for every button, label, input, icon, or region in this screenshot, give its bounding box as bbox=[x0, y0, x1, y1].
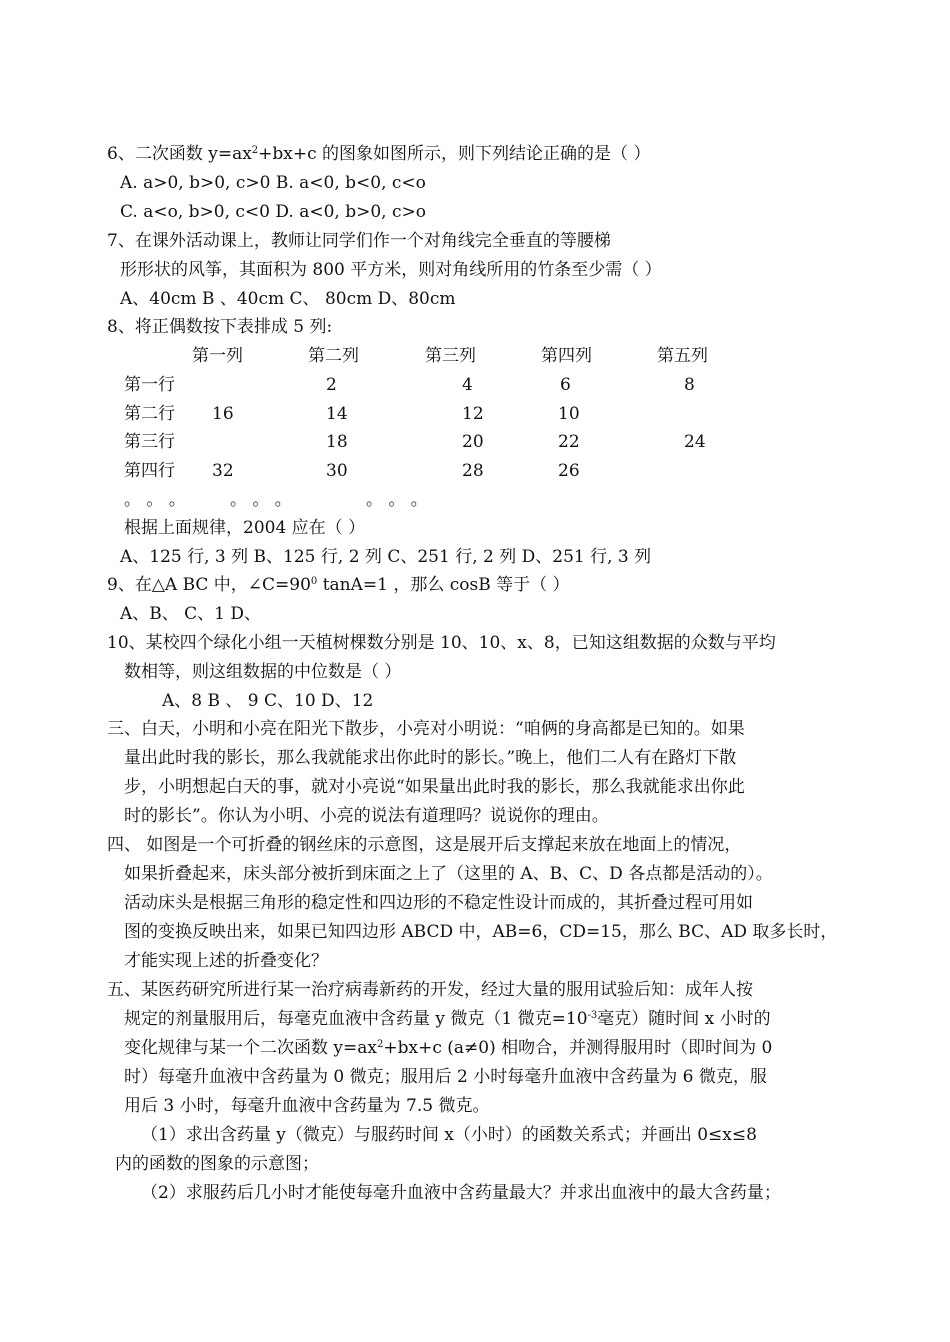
q7-stem-line1: 7、在课外活动课上，教师让同学们作一个对角线完全垂直的等腰梯 bbox=[107, 231, 611, 251]
q8-table-cell: 30 bbox=[326, 461, 348, 481]
q8-row-label: 第四行 bbox=[124, 461, 175, 481]
q8-table-cell: 8 bbox=[684, 375, 695, 395]
q8-table-cell: 26 bbox=[558, 461, 580, 481]
q8-table-cell: 20 bbox=[462, 432, 484, 452]
q8-table-cell: 10 bbox=[558, 404, 580, 424]
s4-line3: 活动床头是根据三角形的稳定性和四边形的不稳定性设计而成的，其折叠过程可用如 bbox=[124, 893, 753, 913]
s3-line4: 时的影长”。你认为小明、小亮的说法有道理吗？说说你的理由。 bbox=[124, 806, 609, 826]
q8-table-cell: 24 bbox=[684, 432, 706, 452]
s4-line1: 四、 如图是一个可折叠的钢丝床的示意图，这是展开后支撑起来放在地面上的情况， bbox=[107, 835, 742, 855]
q8-table-cell: 14 bbox=[326, 404, 348, 424]
q9-options: A、B、 C、1 D、 bbox=[120, 604, 262, 624]
q8-ellipsis: 。 。 。 bbox=[230, 490, 292, 510]
s5-line2: 规定的剂量服用后，每毫克血液中含药量 y 微克（1 微克$=10^{-3}$毫克）随时间 x 小时的 bbox=[124, 1009, 771, 1029]
s5-sub1-line2: 内的函数的图象的示意图； bbox=[115, 1154, 319, 1174]
q8-table-cell: 16 bbox=[212, 404, 234, 424]
q10-stem-line2: 数相等，则这组数据的中位数是（ ） bbox=[124, 662, 402, 682]
q8-column-header: 第五列 bbox=[657, 346, 708, 366]
s3-line3: 步，小明想起白天的事，就对小亮说“如果量出此时我的影长，那么我就能求出你此 bbox=[124, 777, 745, 797]
s4-line5: 才能实现上述的折叠变化？ bbox=[124, 951, 328, 971]
q8-options: A、125 行, 3 列 B、125 行, 2 列 C、251 行, 2 列 D、251 行, 3 列 bbox=[120, 547, 652, 567]
s5-line5: 用后 3 小时，每毫升血液中含药量为 7.5 微克。 bbox=[124, 1096, 490, 1116]
q9-stem: 9、在△A BC 中，$\angle C=90^0$ tanA=1 ，那么 cosB 等于（ ） bbox=[107, 575, 570, 595]
q8-table-cell: 2 bbox=[326, 375, 337, 395]
s5-sub1-line1: （1）求出含药量 y（微克）与服药时间 x（小时）的函数关系式；并画出 0≤x≤8 bbox=[141, 1125, 757, 1145]
q8-table-cell: 32 bbox=[212, 461, 234, 481]
q8-column-header: 第一列 bbox=[192, 346, 243, 366]
s5-line4: 时）每毫升血液中含药量为 0 微克；服用后 2 小时每毫升血液中含药量为 6 微克，服 bbox=[124, 1067, 767, 1087]
q8-table-cell: 28 bbox=[462, 461, 484, 481]
q8-ellipsis: 。 。 。 bbox=[366, 490, 428, 510]
q10-options: A、8 B 、 9 C、10 D、12 bbox=[162, 691, 374, 711]
q8-table-cell: 22 bbox=[558, 432, 580, 452]
s5-line1: 五、某医药研究所进行某一治疗病毒新药的开发，经过大量的服用试验后知：成年人按 bbox=[107, 980, 753, 1000]
q8-column-header: 第二列 bbox=[308, 346, 359, 366]
q8-table-cell: 6 bbox=[560, 375, 571, 395]
q8-intro: 8、将正偶数按下表排成 5 列: bbox=[107, 317, 333, 337]
q6-stem: 6、二次函数 $y=ax^2+bx+c$ 的图象如图所示，则下列结论正确的是（ ） bbox=[107, 144, 651, 164]
s4-line4: 图的变换反映出来，如果已知四边形 ABCD 中，AB=6，CD=15，那么 BC、AD 取多长时， bbox=[124, 922, 838, 942]
q8-table-cell: 18 bbox=[326, 432, 348, 452]
q7-stem-line2: 形形状的风筝，其面积为 800 平方米，则对角线所用的竹条至少需（ ） bbox=[120, 260, 662, 280]
s5-sub2: （2）求服药后几小时才能使每毫升血液中含药量最大？并求出血液中的最大含药量； bbox=[141, 1183, 781, 1203]
q6-options-ab: A. a>0, b>0, c>0 B. a<0, b<0, c<o bbox=[120, 173, 426, 193]
q8-table-cell: 12 bbox=[462, 404, 484, 424]
s3-line2: 量出此时我的影长，那么我就能求出你此时的影长。”晚上，他们二人有在路灯下散 bbox=[124, 748, 737, 768]
q8-column-header: 第四列 bbox=[541, 346, 592, 366]
q7-options: A、40cm B 、40cm C、 80cm D、80cm bbox=[120, 289, 456, 309]
q10-stem-line1: 10、某校四个绿化小组一天植树棵数分别是 10、10、x、8，已知这组数据的众数与平均 bbox=[107, 633, 776, 653]
q8-column-header: 第三列 bbox=[425, 346, 476, 366]
q6-options-cd: C. a<o, b>0, c<0 D. a<0, b>0, c>o bbox=[120, 202, 426, 222]
s5-line3: 变化规律与某一个二次函数 $y=ax^2+bx+c$ (a≠0) 相吻合，并测得服用时（即时间为 0 bbox=[124, 1038, 773, 1058]
s4-line2: 如果折叠起来，床头部分被折到床面之上了（这里的 A、B、C、D 各点都是活动的）。 bbox=[124, 864, 773, 884]
q8-ellipsis: 。 。 。 bbox=[124, 490, 186, 510]
q8-row-label: 第二行 bbox=[124, 404, 175, 424]
q8-row-label: 第三行 bbox=[124, 432, 175, 452]
s3-line1: 三、白天，小明和小亮在阳光下散步，小亮对小明说：“咱俩的身高都是已知的。如果 bbox=[107, 719, 745, 739]
q8-question: 根据上面规律，2004 应在（ ） bbox=[124, 518, 366, 538]
q8-table-cell: 4 bbox=[462, 375, 473, 395]
q8-row-label: 第一行 bbox=[124, 375, 175, 395]
